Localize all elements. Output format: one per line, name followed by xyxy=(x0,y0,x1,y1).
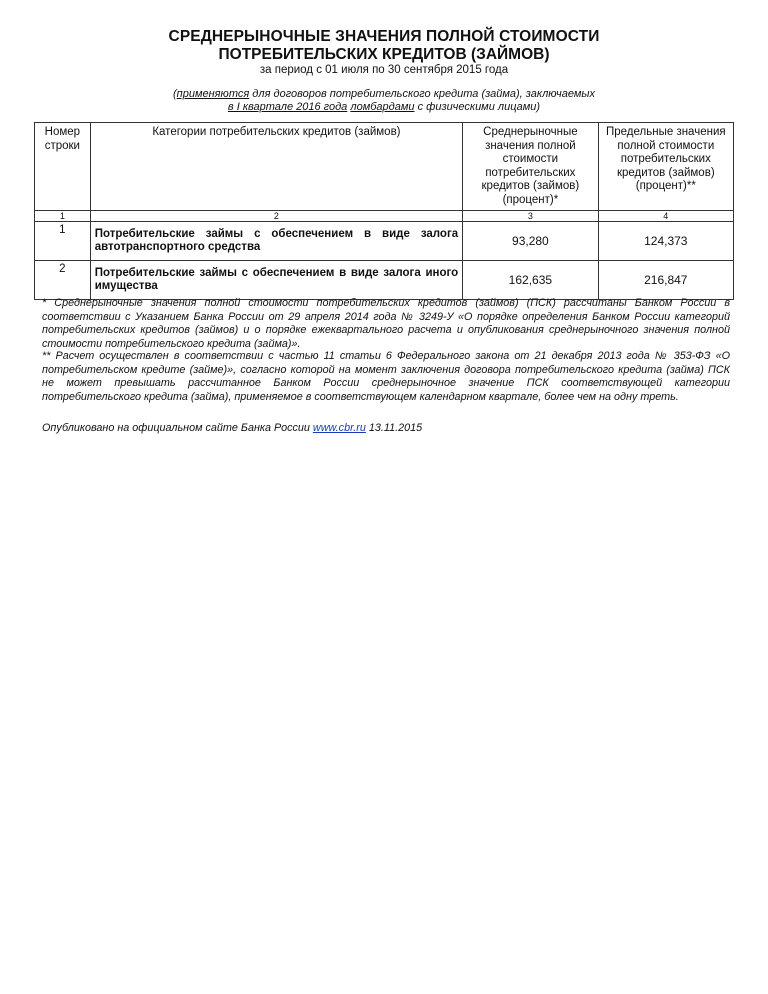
row-number: 2 xyxy=(35,261,91,300)
header-category: Категории потребительских кредитов (займов) xyxy=(90,123,462,211)
column-number: 3 xyxy=(463,211,598,222)
page-title-line1: СРЕДНЕРЫНОЧНЫЕ ЗНАЧЕНИЯ ПОЛНОЙ СТОИМОСТИ xyxy=(168,28,600,45)
table-row xyxy=(35,222,734,261)
row-limit-value: 124,373 xyxy=(598,222,733,261)
publication-note: Опубликовано на официальном сайте Банка России www.cbr.ru 13.11.2015 xyxy=(42,422,423,434)
column-number-row xyxy=(35,211,734,222)
footnote-limit-psk: ** Расчет осуществлен в соответствии с частью 11 статьи 6 Федерального закона от 21 декабря 2013 года № 353-ФЗ «О потребительском кредите (займе)», согласно которой на момент заключения договора потребительского кредита (займа) ПСК не может превышать рассчитанное Банком России среднерыночное значение ПСК соответствующей категории потребительского кредита (займа), применяемое в соответствующем календарном квартале, более чем на одну треть. xyxy=(42,350,730,403)
column-number: 2 xyxy=(90,211,462,222)
period-subtitle: за период с 01 июля по 30 сентября 2015 года xyxy=(259,64,509,76)
page-title-line2: ПОТРЕБИТЕЛЬСКИХ КРЕДИТОВ (ЗАЙМОВ) xyxy=(218,46,550,63)
header-row-number: Номер строки xyxy=(35,123,91,211)
column-number: 4 xyxy=(598,211,733,222)
row-limit-value: 216,847 xyxy=(598,261,733,300)
header-limit-value: Предельные значения полной стоимости потребительских кредитов (займов) (процент)** xyxy=(598,123,733,211)
row-category: Потребительские займы с обеспечением в виде залога автотранспортного средства xyxy=(90,222,462,261)
header-average-value: Среднерыночные значения полной стоимости потребительских кредитов (займов) (процент)* xyxy=(463,123,598,211)
row-category: Потребительские займы с обеспечением в виде залога иного имущества xyxy=(90,261,462,300)
psk-table xyxy=(34,122,734,300)
row-average-value: 93,280 xyxy=(463,222,598,261)
row-average-value: 162,635 xyxy=(463,261,598,300)
cbr-website-link[interactable]: www.cbr.ru xyxy=(312,422,366,434)
table-header-row xyxy=(35,123,734,211)
applicability-note-line2: в I квартале 2016 года ломбардами с физическими лицами) xyxy=(227,101,541,113)
applicability-note-line1: (применяются для договоров потребительского кредита (займа), заключаемых xyxy=(173,88,595,100)
footnote-average-psk: * Среднерыночные значения полной стоимости потребительских кредитов (займов) (ПСК) рассчитаны Банком России в соответствии с Указанием Банка России от 29 апреля 2014 года № 3249-У «О порядке определения Банком России категорий потребительских кредитов (займов) и о порядке ежеквартального расчета и опубликования среднерыночного значения полной стоимости потребительского кредита (займа)». xyxy=(42,297,730,350)
row-number: 1 xyxy=(35,222,91,261)
column-number: 1 xyxy=(35,211,91,222)
table-row xyxy=(35,261,734,300)
